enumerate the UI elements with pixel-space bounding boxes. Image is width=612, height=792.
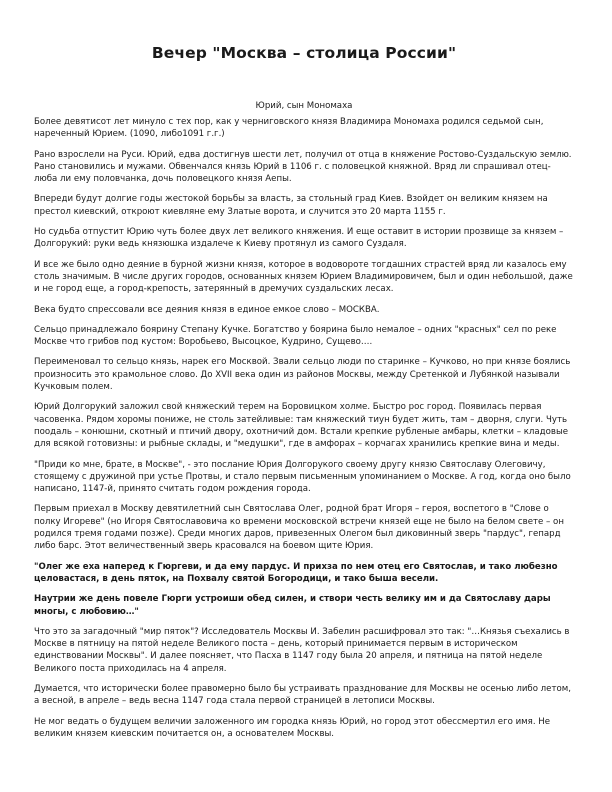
paragraph: Сельцо принадлежало боярину Степану Кучке. Богатство у боярина было немалое – одних "красных" сел по реке Москве что грибов под кустом: Воробьево, Высоцкое, Кудрино, Сущево…. [34, 324, 557, 348]
paragraph: Рано взрослели на Руси. Юрий, едва достигнув шести лет, получил от отца в княжение Ростово-Суздальскую землю. Рано становились и мужами. Обвенчался князь Юрий в 1106 г. с половецкой княжной. Вряд ли спрашивал отец-люба ли ему половчанка, дочь половецкого князя Аепы. [34, 149, 572, 185]
document-body [34, 116, 574, 740]
paragraph: И все же было одно деяние в бурной жизни князя, которое в водовороте тогдашних страстей вряд ли казалось ему столь значимым. В числе других городов, основанных князем Юрием Владимировичем, был и один небольшой, даже и не город еще, а город-крепость, затерянный в дремучих суздальских лесах. [34, 259, 573, 295]
paragraph: Наутрии же день повеле Гюрги устроиши обед силен, и створи честь велику им и да Святославу дары многы, с любовию…" [34, 594, 551, 617]
paragraph: Что это за загадочный "мир пяток"? Исследователь Москвы И. Забелин расшифровал это так: "…Князья съехались в Москве в пятницу на пятой неделе Великого поста – день, который принимается первым в историческом единствовании Москвы". И далее поясняет, что Пасха в 1147 году была 20 апреля, и пятница на пятой неделе Великого поста приходилась на 4 апреля. [34, 626, 570, 674]
page-title: Вечер "Москва – столица России" [151, 44, 457, 62]
section-subtitle: Юрий, сын Мономаха [255, 101, 353, 111]
paragraph: Не мог ведать о будущем величии заложенного им городка князь Юрий, но город этот обессмертил его имя. Не великим князем киевским почитается он, а основателем Москвы. [34, 716, 551, 739]
paragraph: Века будто спрессовали все деяния князя в единое емкое слово – МОСКВА. [34, 304, 380, 315]
paragraph: Думается, что исторически более правомерно было бы устраивать празднование для Москвы не осенью либо летом, а весной, в апреле – ведь весна 1147 года стала первой страницей в летописи Москвы. [34, 683, 571, 707]
paragraph: Первым приехал в Москву девятилетний сын Святослава Олег, родной брат Игоря – героя, воспетого в "Слове о полку Игореве" (но Игоря Святославовича ко времени московской встречи князей еще не было на белом свете – он родился тремя годами позже). Среди многих даров, привезенных Олегом был диковинный зверь "пардус", гепард либо барс. Этот величественный зверь красовался на боевом щите Юрия. [34, 504, 564, 552]
paragraph: Но судьба отпустит Юрию чуть более двух лет великого княжения. И еще оставит в истории прозвище за князем – Долгорукий: руки ведь князюшка издалече к Киеву протянул из самого Суздаля. [34, 227, 564, 250]
paragraph: "Олег же еха наперед к Гюргеви, и да ему пардус. И прихза по нем отец его Святослав, и тако любезно целовастася, в день пяток, на Похвалу святой Богородици, и тако быша весели. [34, 561, 558, 584]
paragraph: Более девятисот лет минуло с тех пор, как у черниговского князя Владимира Мономаха родился седьмой сын, нареченный Юрием. (1090, либо1091 г.г.) [34, 117, 544, 140]
paragraph: Впереди будут долгие годы жестокой борьбы за власть, за стольный град Киев. Взойдет он великим князем на престол киевский, откроют киевляне ему Златые ворота, и случится это 20 марта 1155 г. [34, 194, 548, 217]
paragraph: Переименовал то сельцо князь, нарек его Москвой. Звали сельцо люди по старинке – Кучково, но при князе боялись произносить это крамольное слово. До XVII века один из районов Москвы, между Сретенкой и Лубянкой называли Кучковым полем. [34, 357, 571, 393]
paragraph: Юрий Долгорукий заложил свой княжеский терем на Боровицком холме. Быстро рос город. Появилась первая часовенка. Рядом хоромы пониже, не столь затейливые: там княжеский тиун будет жить, там – дворня, слуги. Чуть поодаль – конюшни, скотный и птичий двору, охотничий дом. Встали крепкие рубленые амбары, клетки – кладовые для всякой готовизны: и рыбные склады, и "медушки", где в амфорах – корчагах хранились крепкие вина и меды. [34, 402, 569, 450]
paragraph: "Приди ко мне, брате, в Москве", - это послание Юрия Долгорукого своему другу князю Святославу Олеговичу, стоящему с дружиной при устье Протвы, и стало первым письменным упоминанием о Москве. А год, когда оно было написано, 1147-й, принято считать годом рождения города. [34, 459, 571, 495]
